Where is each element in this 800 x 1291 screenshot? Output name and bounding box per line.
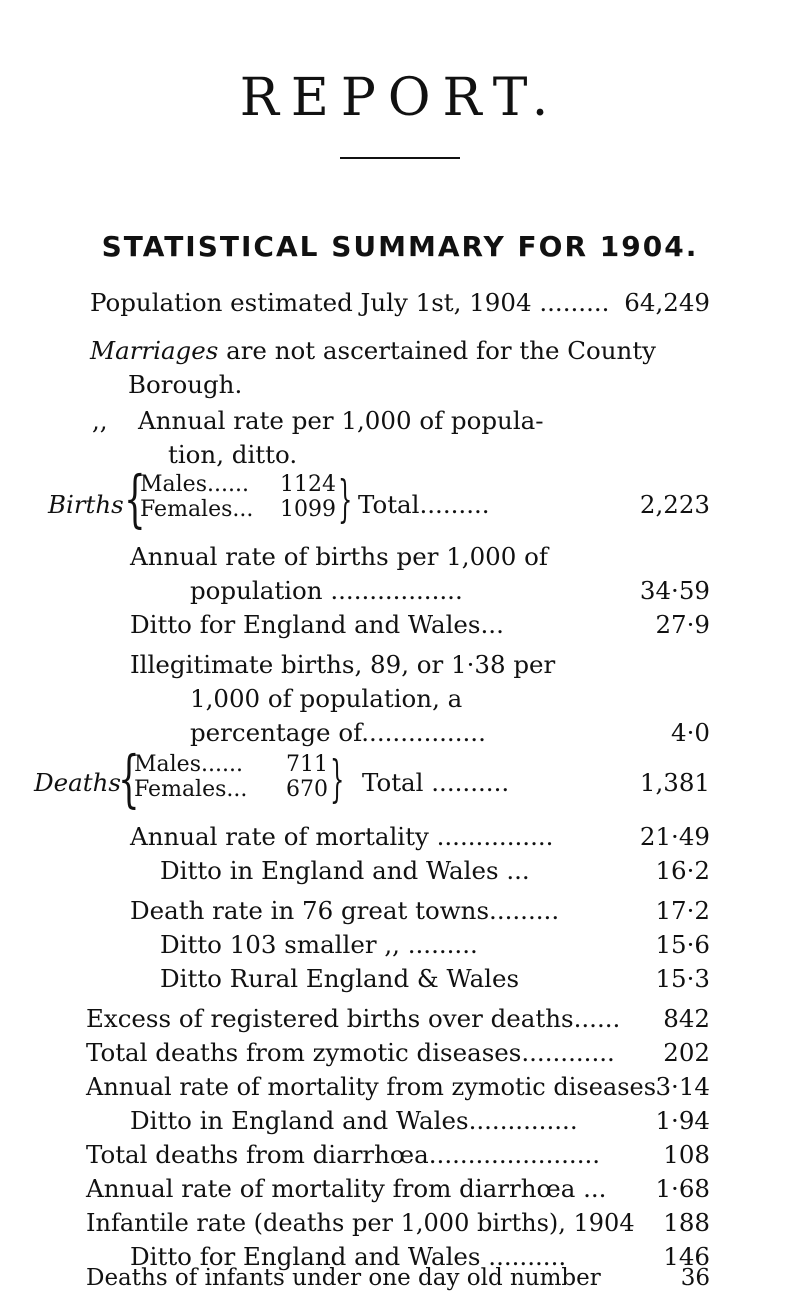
rural-label: Ditto Rural England & Wales [160,964,520,993]
illegitimate-line1: Illegitimate births, 89, or 1·38 per [130,650,556,679]
deaths-total-value: 1,381 [639,768,710,797]
birth-rate-line2: population ................. [190,576,463,605]
summary-row-label: Total deaths from zymotic diseases............ [86,1038,615,1067]
marriages-line [90,334,656,368]
birth-rate-line1: Annual rate of births per 1,000 of [130,542,548,571]
deaths-label: Deaths [34,768,121,797]
marriage-rate-line2: tion, ditto. [168,440,298,469]
birth-rate-ew-value: 27·9 [655,610,710,639]
summary-row-value: 188 [663,1208,710,1237]
summary-row-value: 842 [663,1004,710,1033]
births-males-value: 1124 [280,472,336,497]
population-label: Population estimated July 1st, 1904 ......... [90,288,610,317]
mortality-ew-value: 16·2 [655,856,710,885]
smaller-towns-label: Ditto 103 smaller ,, ......... [160,930,478,959]
deaths-males-value: 711 [286,752,328,777]
rural-value: 15·3 [655,964,710,993]
deaths-females-value: 670 [286,777,328,802]
summary-row-label: Annual rate of mortality from diarrhœa ... [86,1174,607,1203]
summary-row-value: 1·94 [655,1106,710,1135]
illegitimate-line3: percentage of................ [190,718,486,747]
great-towns-label: Death rate in 76 great towns......... [130,896,560,925]
births-females-label: Females... [140,497,254,522]
birth-rate-value: 34·59 [639,576,710,605]
summary-row-label: Total deaths from diarrhœa...................... [86,1140,601,1169]
deaths-right-brace: } [330,750,345,808]
summary-heading: STATISTICAL SUMMARY FOR 1904. [101,230,699,263]
report-title: REPORT. [239,68,561,128]
summary-row-value: 3·14 [655,1072,710,1101]
births-total-label: Total......... [358,490,490,519]
births-total-value: 2,223 [639,490,710,519]
ditto-mark: ,, [92,406,108,435]
marriages-label: Marriages [90,336,219,365]
deaths-females-label: Females... [134,777,248,802]
summary-row-label: Deaths of infants under one day old number [86,1265,601,1291]
title-rule [340,157,460,159]
summary-row-label: Infantile rate (deaths per 1,000 births), 1904 [86,1209,635,1237]
great-towns-value: 17·2 [655,896,710,925]
marriages-text: are not ascertained for the County [218,336,657,365]
summary-row-label: Ditto in England and Wales.............. [130,1106,578,1135]
deaths-males-label: Males...... [134,752,243,777]
births-males-label: Males...... [140,472,249,497]
mortality-value: 21·49 [639,822,710,851]
summary-row-value: 146 [663,1242,710,1271]
deaths-total-label: Total .......... [362,768,510,797]
summary-row-value: 202 [663,1038,710,1067]
mortality-label: Annual rate of mortality ............... [130,822,554,851]
births-label: Births [48,490,124,519]
marriages-text-cont: Borough. [128,370,243,399]
births-females-value: 1099 [280,497,336,522]
births-left-brace: { [124,462,146,535]
birth-rate-ew-label: Ditto for England and Wales... [130,610,504,639]
population-value: 64,249 [624,288,710,317]
deaths-left-brace: { [118,742,140,815]
births-right-brace: } [338,470,353,528]
summary-row-label: Annual rate of mortality from zymotic diseases [86,1073,657,1101]
marriage-rate-line1: Annual rate per 1,000 of popula- [138,406,544,435]
smaller-towns-value: 15·6 [655,930,710,959]
summary-row-label: Excess of registered births over deaths...... [86,1004,621,1033]
summary-row-label: Ditto for England and Wales .......... [130,1242,567,1271]
illegitimate-line2: 1,000 of population, a [190,684,463,713]
summary-row-value: 108 [663,1140,710,1169]
illegitimate-value: 4·0 [671,718,710,747]
mortality-ew-label: Ditto in England and Wales ... [160,856,530,885]
summary-row-value: 36 [680,1265,710,1291]
summary-row-value: 1·68 [655,1174,710,1203]
